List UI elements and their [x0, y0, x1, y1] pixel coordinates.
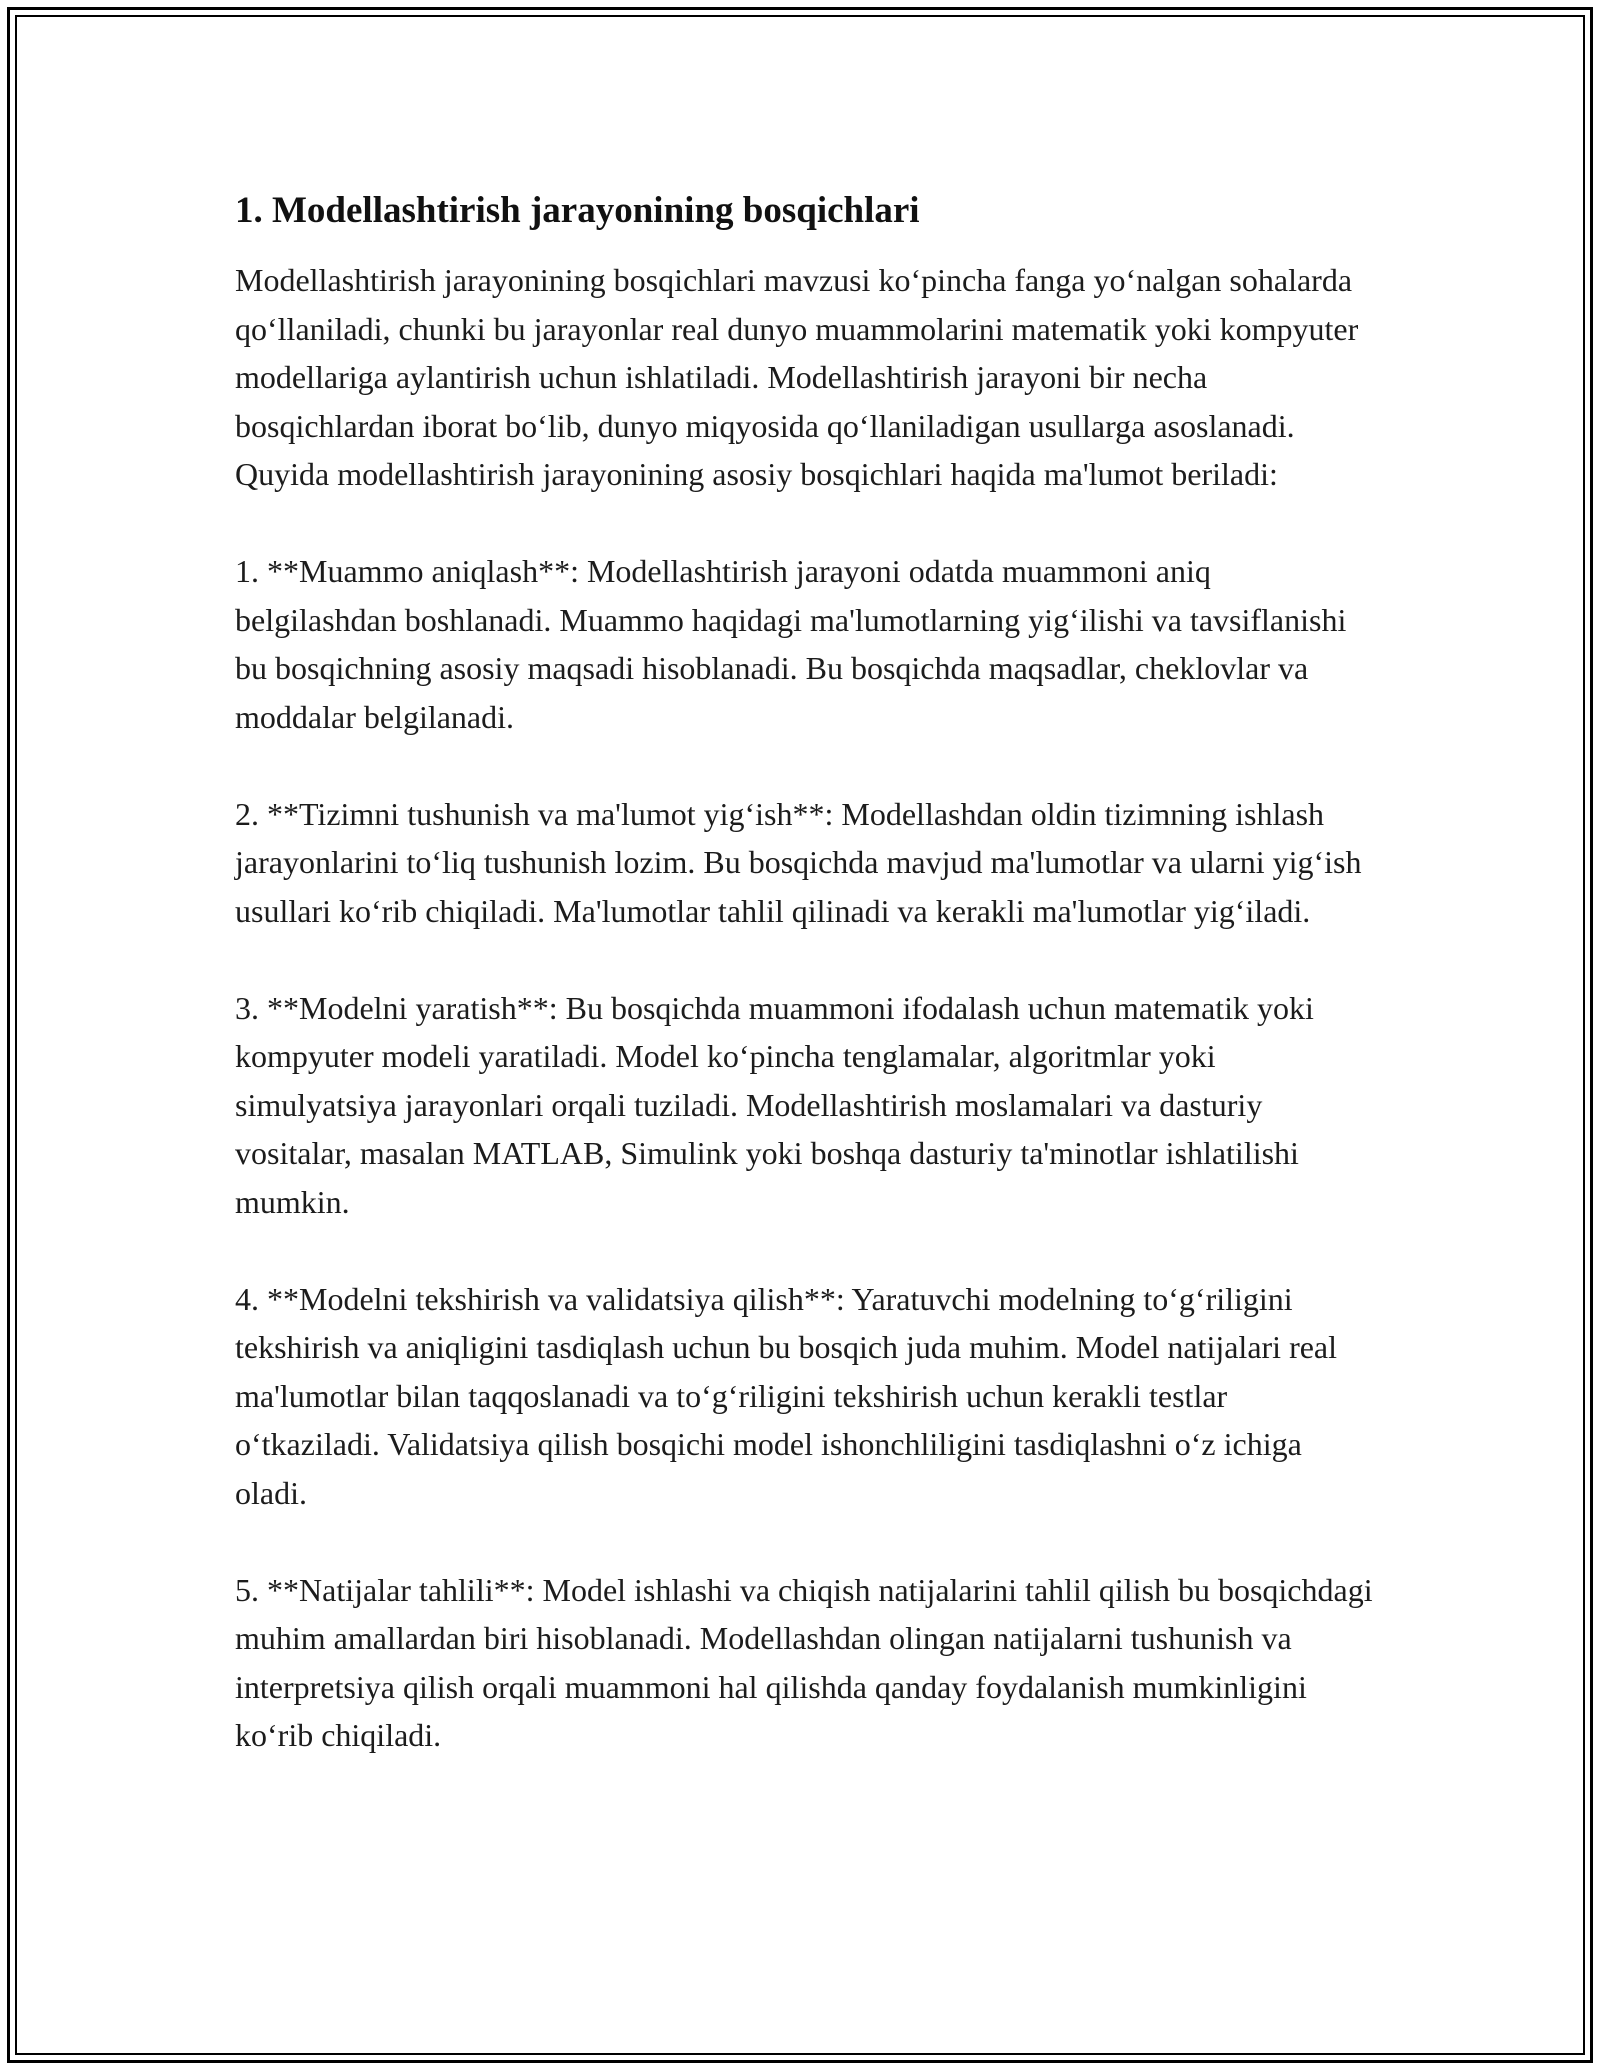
document-body: [235, 186, 1375, 1808]
step-1-paragraph: 1. **Muammo aniqlash**: Modellashtirish jarayoni odatda muammoni aniq belgilashdan boshlanadi. Muammo haqidagi ma'lumotlarning yig‘ilishi va tavsiflanishi bu bosqichning asosiy maqsadi hisoblanadi. Bu bosqichda maqsadlar, cheklovlar va moddalar belgilanadi.: [235, 553, 1347, 735]
step-2-paragraph: 2. **Tizimni tushunish va ma'lumot yig‘ish**: Modellashdan oldin tizimning ishlash jarayonlarini to‘liq tushunish lozim. Bu bosqichda mavjud ma'lumotlar va ularni yig‘ish usullari ko‘rib chiqiladi. Ma'lumotlar tahlil qilinadi va kerakli ma'lumotlar yig‘iladi.: [235, 795, 1362, 929]
document-title: 1. Modellashtirish jarayonining bosqichlari: [235, 190, 920, 231]
step-5-paragraph: 5. **Natijalar tahlili**: Model ishlashi va chiqish natijalarini tahlil qilish bu bosqichdagi muhim amallardan biri hisoblanadi. Modellashdan olingan natijalarni tushunish va interpretsiya qilish orqali muammoni hal qilishda qanday foydalanish mumkinligini ko‘rib chiqiladi.: [235, 1571, 1373, 1753]
intro-paragraph: Modellashtirish jarayonining bosqichlari mavzusi ko‘pincha fanga yo‘nalgan sohalarda qo‘llaniladi, chunki bu jarayonlar real dunyo muammolarini matematik yoki kompyuter modellariga aylantirish uchun ishlatiladi. Modellashtirish jarayoni bir necha bosqichlardan iborat bo‘lib, dunyo miqyosida qo‘llaniladigan usullarga asoslanadi. Quyida modellashtirish jarayonining asosiy bosqichlari haqida ma'lumot beriladi:: [235, 262, 1359, 492]
step-3-paragraph: 3. **Modelni yaratish**: Bu bosqichda muammoni ifodalash uchun matematik yoki kompyuter modeli yaratiladi. Model ko‘pincha tenglamalar, algoritmlar yoki simulyatsiya jarayonlari orqali tuziladi. Modellashtirish moslamalari va dasturiy vositalar, masalan MATLAB, Simulink yoki boshqa dasturiy ta'minotlar ishlatilishi mumkin.: [235, 989, 1314, 1220]
step-4-paragraph: 4. **Modelni tekshirish va validatsiya qilish**: Yaratuvchi modelning to‘g‘riligini tekshirish va aniqligini tasdiqlash uchun bu bosqich juda muhim. Model natijalari real ma'lumotlar bilan taqqoslanadi va to‘g‘riligini tekshirish uchun kerakli testlar o‘tkaziladi. Validatsiya qilish bosqichi model ishonchliligini tasdiqlashni o‘z ichiga oladi.: [235, 1280, 1338, 1511]
